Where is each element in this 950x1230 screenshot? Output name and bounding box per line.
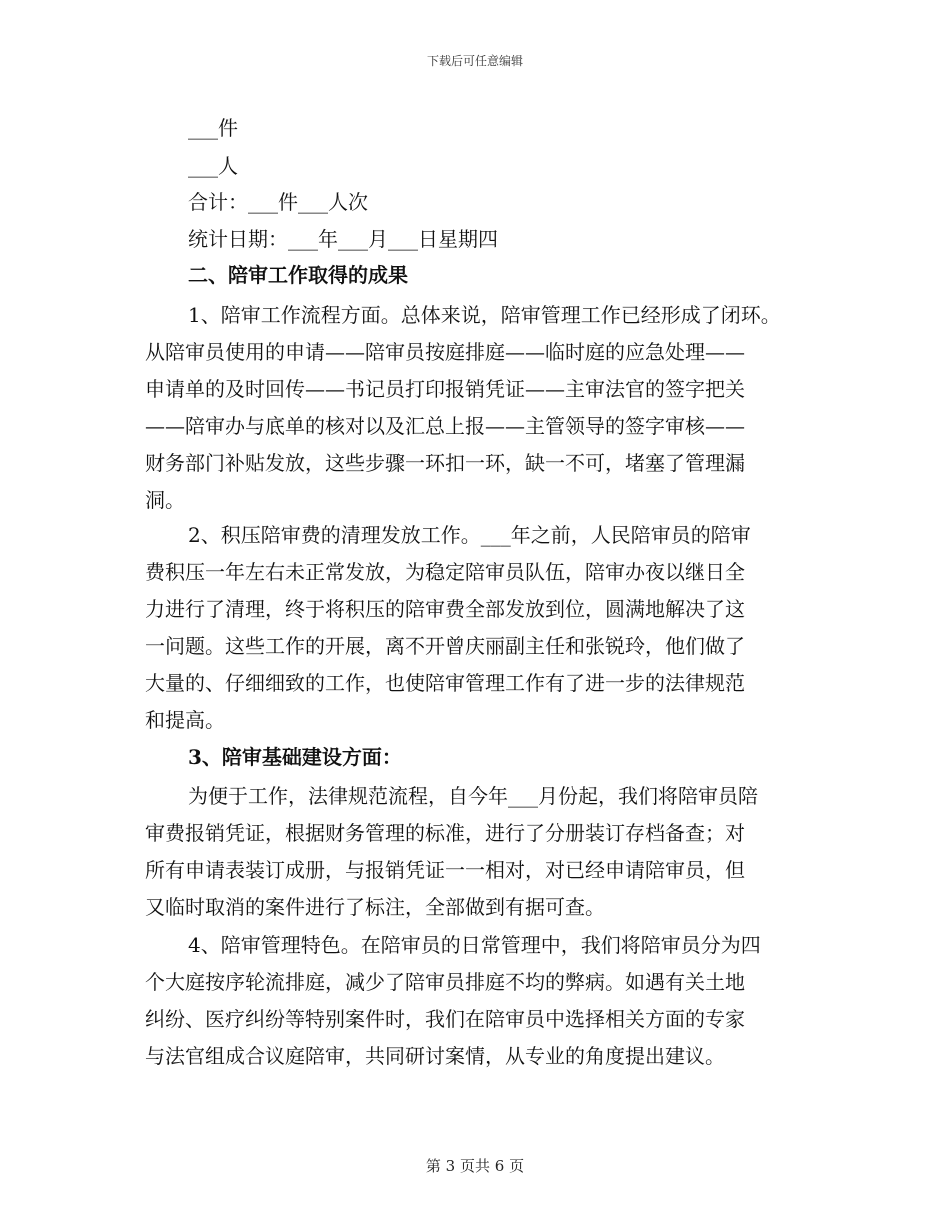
paragraph-line: 所有申请表装订成册，与报销凭证一一相对，对已经申请陪审员，但 — [145, 858, 745, 882]
paragraph-line: 和提高。 — [145, 708, 225, 732]
page-header: 下载后可任意编辑 — [426, 54, 523, 68]
text-line: ___件 — [188, 116, 238, 140]
paragraph-line: 一问题。这些工作的开展，离不开曾庆丽副主任和张锐玲，他们做了 — [145, 634, 745, 658]
paragraph-line: 个大庭按序轮流排庭，减少了陪审员排庭不均的弊病。如遇有关土地 — [145, 970, 745, 994]
paragraph-line: 大量的、仔细细致的工作，也使陪审管理工作有了进一步的法律规范 — [145, 671, 745, 695]
paragraph-line: 财务部门补贴发放，这些步骤一环扣一环，缺一不可，堵塞了管理漏 — [145, 451, 745, 475]
paragraph-line: 洞。 — [145, 488, 185, 512]
paragraph-line: 审费报销凭证，根据财务管理的标准，进行了分册装订存档备查；对 — [145, 821, 745, 845]
paragraph-line: 1、陪审工作流程方面。总体来说，陪审管理工作已经形成了闭环。 — [188, 303, 781, 327]
text-line: ___人 — [188, 154, 238, 178]
paragraph-line: ——陪审办与底单的核对以及汇总上报——主管领导的签字审核—— — [145, 414, 745, 438]
paragraph-line: 力进行了清理，终于将积压的陪审费全部发放到位，圆满地解决了这 — [145, 597, 745, 621]
paragraph-line: 又临时取消的案件进行了标注，全部做到有据可查。 — [145, 895, 605, 919]
paragraph-line: 从陪审员使用的申请——陪审员按庭排庭——临时庭的应急处理—— — [145, 340, 745, 364]
page-number: 第 3 页共 6 页 — [425, 1157, 525, 1175]
section-heading: 二、陪审工作取得的成果 — [188, 263, 408, 287]
paragraph-line: 2、积压陪审费的清理发放工作。___年之前，人民陪审员的陪审 — [188, 523, 751, 547]
paragraph-line: 费积压一年左右未正常发放，为稳定陪审员队伍，陪审办夜以继日全 — [145, 560, 745, 584]
paragraph-line: 4、陪审管理特色。在陪审员的日常管理中，我们将陪审员分为四 — [188, 933, 761, 957]
paragraph-line: 申请单的及时回传——书记员打印报销凭证——主审法官的签字把关 — [145, 377, 745, 401]
paragraph-line: 为便于工作，法律规范流程，自今年___月份起，我们将陪审员陪 — [188, 784, 758, 808]
text-line: 统计日期：___年___月___日星期四 — [188, 227, 498, 251]
paragraph-line: 与法官组成合议庭陪审，共同研讨案情，从专业的角度提出建议。 — [145, 1044, 725, 1068]
paragraph-line: 纠纷、医疗纠纷等特别案件时，我们在陪审员中选择相关方面的专家 — [145, 1007, 745, 1031]
section-heading: 3、陪审基础建设方面： — [188, 745, 402, 769]
text-line: 合计：___件___人次 — [188, 190, 368, 214]
